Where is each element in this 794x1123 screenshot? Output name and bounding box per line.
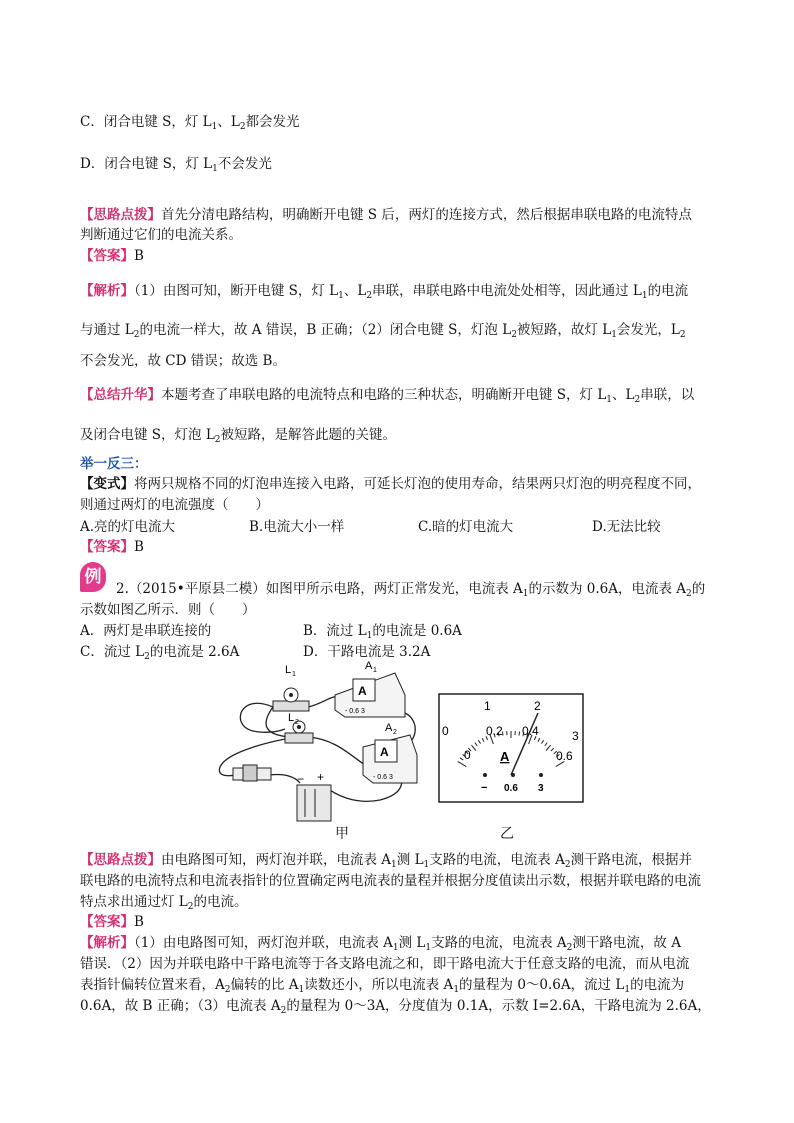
scale-top-3: 3	[572, 729, 579, 743]
terminal-dot	[511, 773, 515, 777]
label-a1: A	[365, 660, 373, 672]
terminal-dot	[483, 773, 487, 777]
scale-top-2: 2	[534, 699, 541, 713]
lamp-l1	[273, 664, 309, 711]
q1-analysis-line1: 【解析】（1）由图可知，断开电键 S，灯 $L_1$、$L_2$串联，串联电路中电流处处相等，因此通过 $L_1$的电流	[80, 283, 689, 301]
scale-bottom-3: 0.6	[556, 749, 573, 763]
scale-top-0: 0	[442, 724, 449, 738]
q2-hint-line3: 特点求出通过灯 $L_2$的电流。	[80, 894, 248, 912]
q1-analysis-line2: 与通过 $L_2$的电流一样大，故 A 错误，B 正确；（2）闭合电键 S，灯泡 $L_2$被短路，故灯 $L_1$会发光，$L_2$	[80, 322, 686, 340]
terminal-minus: −	[481, 782, 488, 794]
meter-figure	[438, 693, 584, 803]
a2-face-letter: A	[380, 745, 389, 759]
variant-option-b: B.电流大小一样	[249, 519, 345, 535]
q2-option-a: A．两灯是串联连接的	[80, 623, 212, 639]
q1-hint-line2: 判断通过它们的电流关系。	[80, 227, 242, 243]
q2-stem-line1: 2.（2015•平原县二模）如图甲所示电路，两灯正常发光，电流表 $A_1$的示数为 0.6A，电流表 $A_2$的	[116, 581, 706, 599]
q1-answer: 【答案】B	[80, 248, 144, 264]
q2-analysis-line2: 错误．（2）因为并联电路中干路电流等于各支路电流之和，即干路电流大于任意支路的电流，而从电流	[80, 956, 690, 972]
label-l1-sub: 1	[292, 671, 296, 678]
scale-bottom-0: 0	[464, 748, 471, 762]
q2-hint-line1: 【思路点拨】由电路图可知，两灯泡并联，电流表 $A_1$测 $L_1$支路的电流，电流表 $A_2$测干路电流，根据并	[80, 852, 693, 870]
scale-top-1: 1	[484, 699, 491, 713]
a2-terminals: - 0.6 3	[373, 774, 393, 781]
ammeter-a2	[363, 722, 417, 783]
label-a2: A	[385, 722, 393, 734]
q2-option-b: B．流过 $L_1$的电流是 0.6A	[303, 623, 462, 641]
example-badge: 例	[80, 562, 106, 592]
terminal-06: 0.6	[504, 783, 518, 794]
a1-terminals: - 0.6 3	[345, 708, 365, 715]
q2-option-c: C．流过 $L_2$的电流是 2.6A	[80, 644, 240, 662]
variant-option-a: A.亮的灯电流大	[80, 519, 176, 535]
variant-answer: 【答案】B	[80, 539, 144, 555]
variant-heading: 举一反三：	[80, 456, 148, 472]
variant-line1: 【变式】将两只规格不同的灯泡串连接入电路，可延长灯泡的使用寿命，结果两只灯泡的明亮程度不同，	[80, 476, 701, 492]
scale-tick	[519, 732, 520, 736]
option-d: D．闭合电键 S，灯 $L_1$不会发光	[80, 156, 272, 174]
a1-face-letter: A	[358, 684, 367, 698]
variant-line2: 则通过两灯的电流强度（ ）	[80, 497, 269, 513]
scale-bottom-2: 0.4	[522, 724, 539, 738]
circuit-figure	[205, 655, 425, 825]
q2-hint-line2: 联电路的电流特点和电流表指针的位置确定两电流表的量程并根据分度值读出示数，根据并联电路的电流	[80, 873, 701, 889]
label-a1-sub: 1	[373, 667, 377, 674]
battery-plus: +	[317, 770, 325, 784]
terminal-3: 3	[538, 783, 544, 794]
switch	[233, 765, 271, 781]
q1-hint-line1: 【思路点拨】首先分清电路结构，明确断开电键 S 后，两灯的连接方式，然后根据串联电路的电流特点	[80, 207, 692, 223]
q2-analysis-line4: 0.6A，故 B 正确；（3）电流表 $A_2$的量程为 0～3A，分度值为 0.1A，示数 I=2.6A，干路电流为 2.6A，	[80, 998, 711, 1016]
figure-label-yi: 乙	[500, 826, 514, 842]
q1-summary-line1: 【总结升华】本题考查了串联电路的电流特点和电路的三种状态，明确断开电键 S，灯 $L_1$、$L_2$串联，以	[80, 387, 695, 405]
variant-option-d: D.无法比较	[592, 519, 661, 535]
battery-minus: −	[297, 772, 305, 786]
meter-unit: A	[500, 749, 510, 764]
label-l2-sub: 2	[295, 719, 299, 726]
q2-answer: 【答案】B	[80, 914, 144, 930]
label-l1: L	[285, 664, 292, 676]
label-a2-sub: 2	[393, 729, 397, 736]
lamp-l2	[285, 712, 313, 743]
wire	[308, 737, 365, 765]
figure-label-jia: 甲	[335, 826, 349, 842]
q2-stem-line2: 示数如图乙所示．则（ ）	[80, 602, 256, 618]
wire	[270, 774, 300, 783]
variant-option-c: C.暗的灯电流大	[418, 519, 514, 535]
q2-analysis-line1: 【解析】（1）由电路图可知，两灯泡并联，电流表 $A_1$测 $L_1$支路的电流，电流表 $A_2$测干路电流，故 A	[80, 935, 681, 953]
q1-analysis-line3: 不会发光，故 CD 错误；故选 B。	[80, 353, 286, 369]
label-l2: L	[288, 712, 295, 724]
q2-option-d: D．干路电流是 3.2A	[303, 644, 431, 660]
terminal-dot	[539, 773, 543, 777]
option-c: C．闭合电键 S，灯 $L_1$、$L_2$都会发光	[80, 114, 300, 132]
q2-analysis-line3: 表指针偏转位置来看，$A_2$偏转的比 $A_1$读数还小，所以电流表 $A_1$的量程为 0～0.6A，流过 $L_1$的电流为	[80, 977, 685, 995]
ammeter-a1	[335, 660, 405, 717]
scale-bottom-1: 0.2	[486, 724, 503, 738]
q1-summary-line2: 及闭合电键 S，灯泡 $L_2$被短路，是解答此题的关键。	[80, 427, 397, 445]
battery	[297, 770, 331, 821]
